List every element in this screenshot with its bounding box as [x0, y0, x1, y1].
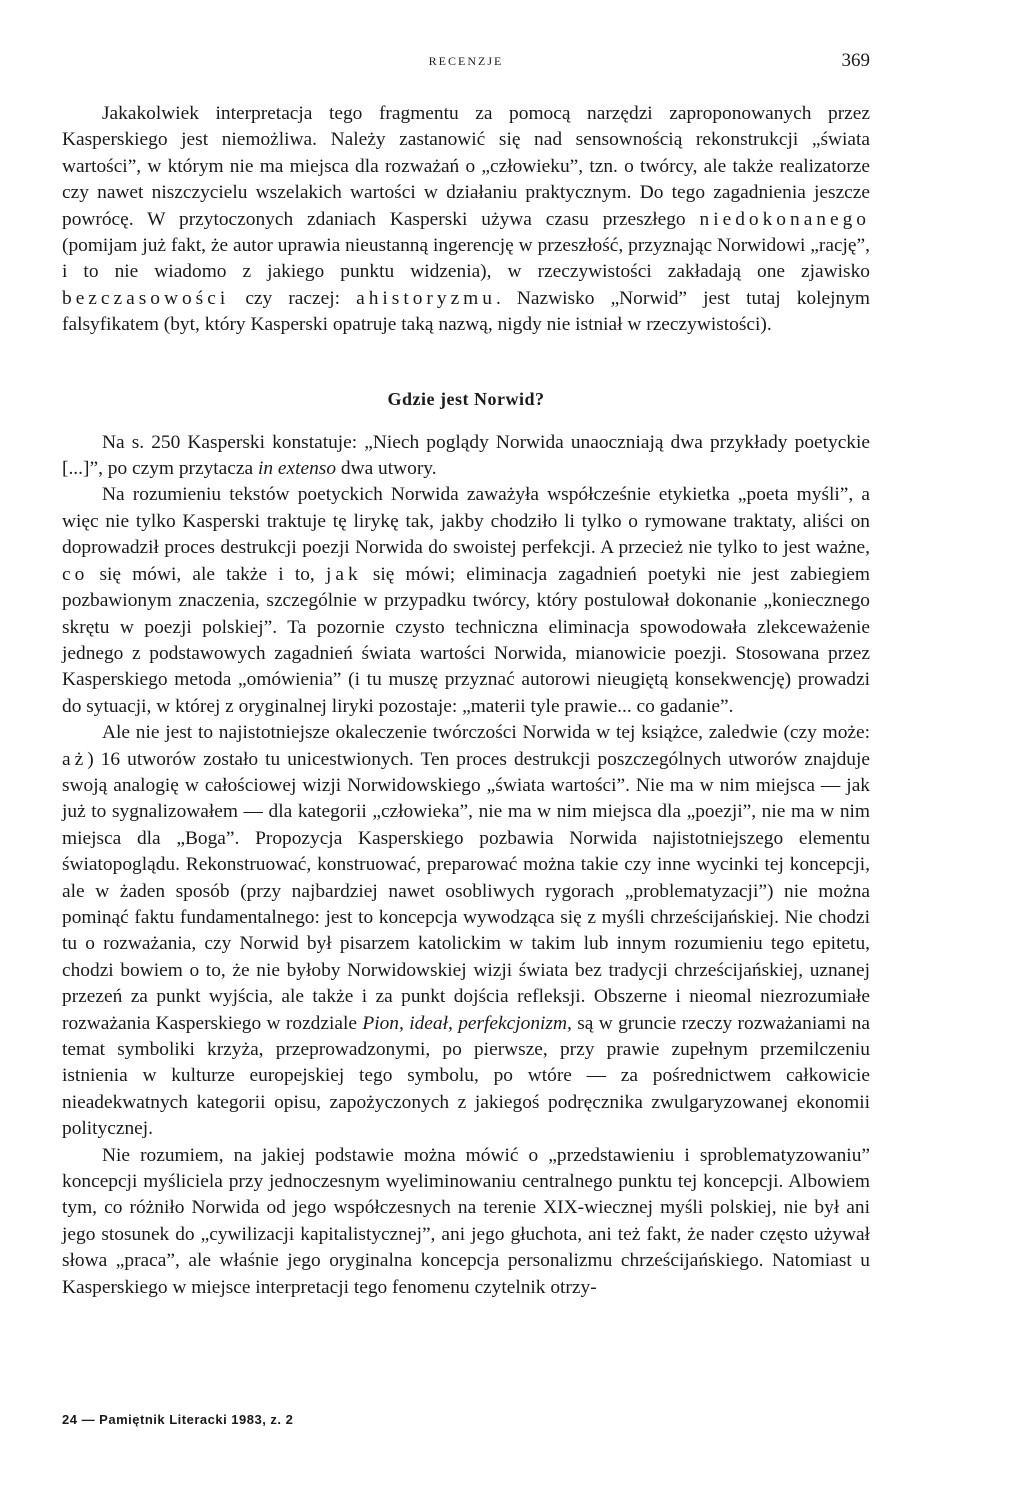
running-head: RECENZJE [428, 54, 504, 68]
paragraph: Nie rozumiem, na jakiej podstawie można mówić o „przedstawieniu i sproblematyzowaniu” koncepcji myśliciela przy jednoczesnym wyeliminowaniu centralnego punktu tej koncepcji. Albowiem tym, co różniło Norwida od jego współczesnych na terenie XIX-wiecznej myśli polskiej, nie był ani jego stosunek do „cywilizacji kapitalistycznej”, ani jego głuchota, ani też fakt, że nader często używał słowa „praca”, ale właśnie jego oryginalna koncepcja personalizmu chrześcijańskiego. Natomiast u Kasperskiego w miejsce interpretacji tego fenomenu czytelnik otrzy- [62, 1144, 870, 1298]
emphasis-italic: in extenso [257, 458, 337, 480]
emphasis-spaced: co [62, 563, 89, 585]
paragraph: Na s. 250 Kasperski konstatuje: „Niech poglądy Norwida unaoczniają dwa przykłady poetyckie [...]”, po czym przytacza in extenso dwa utwory. [62, 431, 870, 480]
page-number: 369 [841, 50, 870, 71]
emphasis-spaced: jak [325, 563, 362, 585]
emphasis-italic: Pion, ideał, perfekcjonizm, [362, 1012, 572, 1034]
paragraph: Ale nie jest to najistotniejsze okaleczenie twórczości Norwida w tej książce, zaledwie (czy może: aż) 16 utworów zostało tu unicestwionych. Ten proces destrukcji poszczególnych utworów znajduje swoją analogię w całościowej wizji Norwidowskiego „świata wartości”. Nie ma w nim miejsca — jak już to sygnalizowałem — dla kategorii „człowieka”, nie ma w nim miejsca dla „poezji”, nie ma w nim miejsca dla „Boga”. Propozycja Kasperskiego pozbawia Norwida najistotniejszego elementu światopoglądu. Rekonstruować, konstruować, preparować można takie czy inne wycinki tej koncepcji, ale w żaden sposób (przy najbardziej nawet osobliwych rygorach „problematyzacji”) nie można pominąć faktu fundamentalnego: jest to koncepcja wywodząca się z myśli chrześcijańskiej. Nie chodzi tu o rozważania, czy Norwid był pisarzem katolickim w takim lub innym rozumieniu tego epitetu, chodzi bowiem o to, że nie byłoby Norwidowskiej wizji świata bez tradycji chrześcijańskiej, uznanej przezeń za punkt wyjścia, ale także i za punkt dojścia refleksji. Obszerne i nieomal niezrozumiałe rozważania Kasperskiego w rozdziale Pion, ideał, perfekcjonizm, są w gruncie rzeczy rozważaniami na temat symboliki krzyża, przeprowadzonymi, po pierwsze, przy prawie zupełnym przemilczeniu istnienia w kulturze europejskiej tego symbolu, po wtóre — za pośrednictwem całkowicie nieadekwatnych kategorii opisu, zapożyczonych z jakiegoś podręcznika zwulgaryzowanej ekonomii politycznej. [62, 722, 870, 1140]
footer-signature: 24 — Pamiętnik Literacki 1983, z. 2 [62, 1412, 294, 1427]
emphasis-spaced: niedokonanego [699, 208, 870, 230]
section-heading: Gdzie jest Norwid? [387, 388, 545, 409]
paragraph: Na rozumieniu tekstów poetyckich Norwida zaważyła współcześnie etykietka „poeta myśli”, a więc nie tylko Kasperski traktuje tę lirykę tak, jakby chodziło li tylko o rymowane traktaty, aliści on doprowadził proces destrukcji poezji Norwida do swoistej perfekcji. A przecież nie tylko to jest ważne, co się mówi, ale także i to, jak się mówi; eliminacja zagadnień poetyki nie jest zabiegiem pozbawionym znaczenia, szczególnie w przypadku twórcy, który postulował dokonanie „koniecznego skrętu w poezji polskiej”. Ta pozornie czysto techniczna eliminacja spowodowała zlekceważenie jednego z podstawowych zagadnień świata wartości Norwida, mianowicie poezji. Stosowana przez Kasperskiego metoda „omówienia” (i tu muszę przyznać autorowi nieugiętą konsekwencję) prowadzi do sytuacji, w której z oryginalnej liryki pozostaje: „materii tyle prawie... co gadanie”. [62, 484, 870, 717]
emphasis-spaced: ahistoryzmu [356, 287, 496, 309]
paragraph: Jakakolwiek interpretacja tego fragmentu za pomocą narzędzi zaproponowanych przez Kasperskiego jest niemożliwa. Należy zastanowić się nad sensownością rekonstrukcji „świata wartości”, w którym nie ma miejsca dla rozważań o „człowieku”, tzn. o twórcy, ale także realizatorze czy nawet niszczycielu wszelakich wartości w działaniu praktycznym. Do tego zagadnienia jeszcze powrócę. W przytoczonych zdaniach Kasperski używa czasu przeszłego niedokonanego (pomijam już fakt, że autor uprawia nieustanną ingerencję w przeszłość, przyznając Norwidowi „rację”, i to nie wiadomo z jakiego punktu widzenia), w rzeczywistości zakładają one zjawisko bezczasowości czy raczej: ahistoryzmu. Nazwisko „Norwid” jest tutaj kolejnym falsyfikatem (byt, który Kasperski opatruje taką nazwą, nigdy nie istniał w rzeczywistości). [62, 103, 870, 336]
emphasis-spaced: aż [62, 748, 88, 770]
page [62, 48, 870, 1301]
emphasis-spaced: bezczasowości [62, 287, 230, 309]
page-header [62, 48, 870, 78]
article-body [62, 101, 870, 1301]
